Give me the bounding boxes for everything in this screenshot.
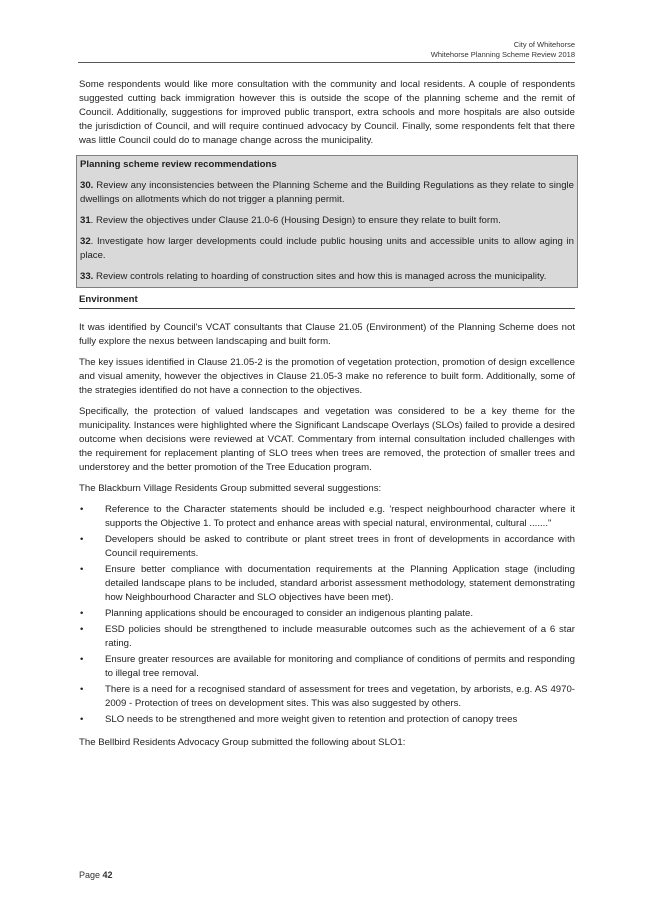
list-item-text: Ensure better compliance with documentation requirements at the Planning Application stage (including detailed landscape plans to be included, standard arborist assessment methodology, statement demonstrating how Neighbourhood Character and SLO objectives have been met).: [105, 564, 575, 603]
header-organisation: City of Whitehorse: [513, 40, 575, 49]
list-item-text: Reference to the Character statements should be included e.g. 'respect neighbourhood character where it supports the Objective 1. To protect and enhance areas with special natural, environmental, cultural .......": [105, 504, 575, 529]
list-item: [79, 713, 575, 727]
bullet-icon: •: [80, 654, 84, 665]
bullet-icon: •: [80, 684, 84, 695]
page-number: 42: [102, 870, 113, 880]
environment-paragraph: The Blackburn Village Residents Group submitted several suggestions:: [79, 483, 382, 494]
recommendation-text: Review controls relating to hoarding of construction sites and how this is managed across the municipality.: [93, 271, 547, 282]
suggestions-list: [79, 503, 575, 727]
list-item: [79, 533, 575, 561]
list-item: [79, 653, 575, 681]
header-divider: [78, 62, 575, 63]
page-label: Page: [79, 870, 103, 880]
recommendation-number: 31: [80, 215, 91, 226]
header-document-title: Whitehorse Planning Scheme Review 2018: [430, 50, 575, 59]
list-item-text: Planning applications should be encouraged to consider an indigenous planting palate.: [105, 608, 474, 619]
recommendation-number: 32: [80, 236, 91, 247]
recommendation-item: [80, 179, 574, 207]
bullet-icon: •: [80, 534, 84, 545]
list-item: [79, 623, 575, 651]
environment-paragraph: The key issues identified in Clause 21.05-2 is the promotion of vegetation protection, promotion of design excellence and visual amenity, however the objectives in Clause 21.05-3 make no reference to built form. Additionally, some of the strategies identified do not have a connection to the objectives.: [79, 357, 575, 396]
bullet-icon: •: [80, 504, 84, 515]
recommendation-text: Review any inconsistencies between the Planning Scheme and the Building Regulations as they relate to single dwellings on allotments which do not trigger a planning permit.: [80, 180, 574, 205]
recommendations-box: [76, 155, 578, 288]
list-item: [79, 563, 575, 605]
bullet-icon: •: [80, 564, 84, 575]
list-item-text: ESD policies should be strengthened to include measurable outcomes such as the achievement of a 6 star rating.: [105, 624, 575, 649]
recommendation-item: [80, 270, 574, 284]
list-item-text: There is a need for a recognised standard of assessment for trees and vegetation, by arborists, e.g. AS 4970-2009 - Protection of trees on development sites. This was also suggested by others.: [105, 684, 575, 709]
list-item-text: Ensure greater resources are available for monitoring and compliance of conditions of permits and responding to illegal tree removal.: [105, 654, 575, 679]
environment-paragraph: Specifically, the protection of valued landscapes and vegetation was considered to be a key theme for the municipality. Instances were highlighted where the Significant Landscape Overlays (SLOs) failed to provide a desired outcome when decisions were reviewed at VCAT. Commentary from internal consultation included challenges with the requirement for replacement planting of SLO trees when trees are removed, the protection of smaller trees and understorey and the better promotion of the Tree Education program.: [79, 406, 575, 473]
list-item-text: SLO needs to be strengthened and more weight given to retention and protection of canopy trees: [105, 714, 518, 725]
bullet-icon: •: [80, 608, 84, 619]
list-item: [79, 607, 575, 621]
page-footer: [79, 870, 113, 880]
section-heading-environment: Environment: [79, 293, 575, 309]
bullet-icon: •: [80, 714, 84, 725]
list-item-text: Developers should be asked to contribute or plant street trees in front of developments in accordance with Council requirements.: [105, 534, 575, 559]
recommendation-text: . Review the objectives under Clause 21.0-6 (Housing Design) to ensure they relate to built form.: [90, 215, 501, 226]
recommendation-number: 30.: [80, 180, 94, 191]
recommendation-number: 33.: [80, 271, 94, 282]
closing-paragraph: The Bellbird Residents Advocacy Group submitted the following about SLO1:: [79, 737, 406, 748]
bullet-icon: •: [80, 624, 84, 635]
intro-paragraph: Some respondents would like more consultation with the community and local residents. A couple of respondents suggested cutting back immigration however this is outside the scope of the planning scheme and the remit of Council. Additionally, suggestions for improved public transport, extra schools and more hospitals are also outside the jurisdiction of Council, and will require continued advocacy by Council. Finally, some respondents felt that there was little Council could do to manage change across the municipality.: [79, 79, 575, 146]
list-item: [79, 683, 575, 711]
page-content: [79, 78, 575, 757]
list-item: [79, 503, 575, 531]
recommendation-text: . Investigate how larger developments could include public housing units and accessible units to allow aging in place.: [80, 236, 574, 261]
page-header: [431, 40, 575, 60]
recommendation-item: [80, 214, 574, 228]
environment-paragraph: It was identified by Council's VCAT consultants that Clause 21.05 (Environment) of the Planning Scheme does not fully explore the nexus between landscaping and built form.: [79, 322, 575, 347]
recommendation-item: [80, 235, 574, 263]
recommendations-title: Planning scheme review recommendations: [80, 159, 277, 170]
